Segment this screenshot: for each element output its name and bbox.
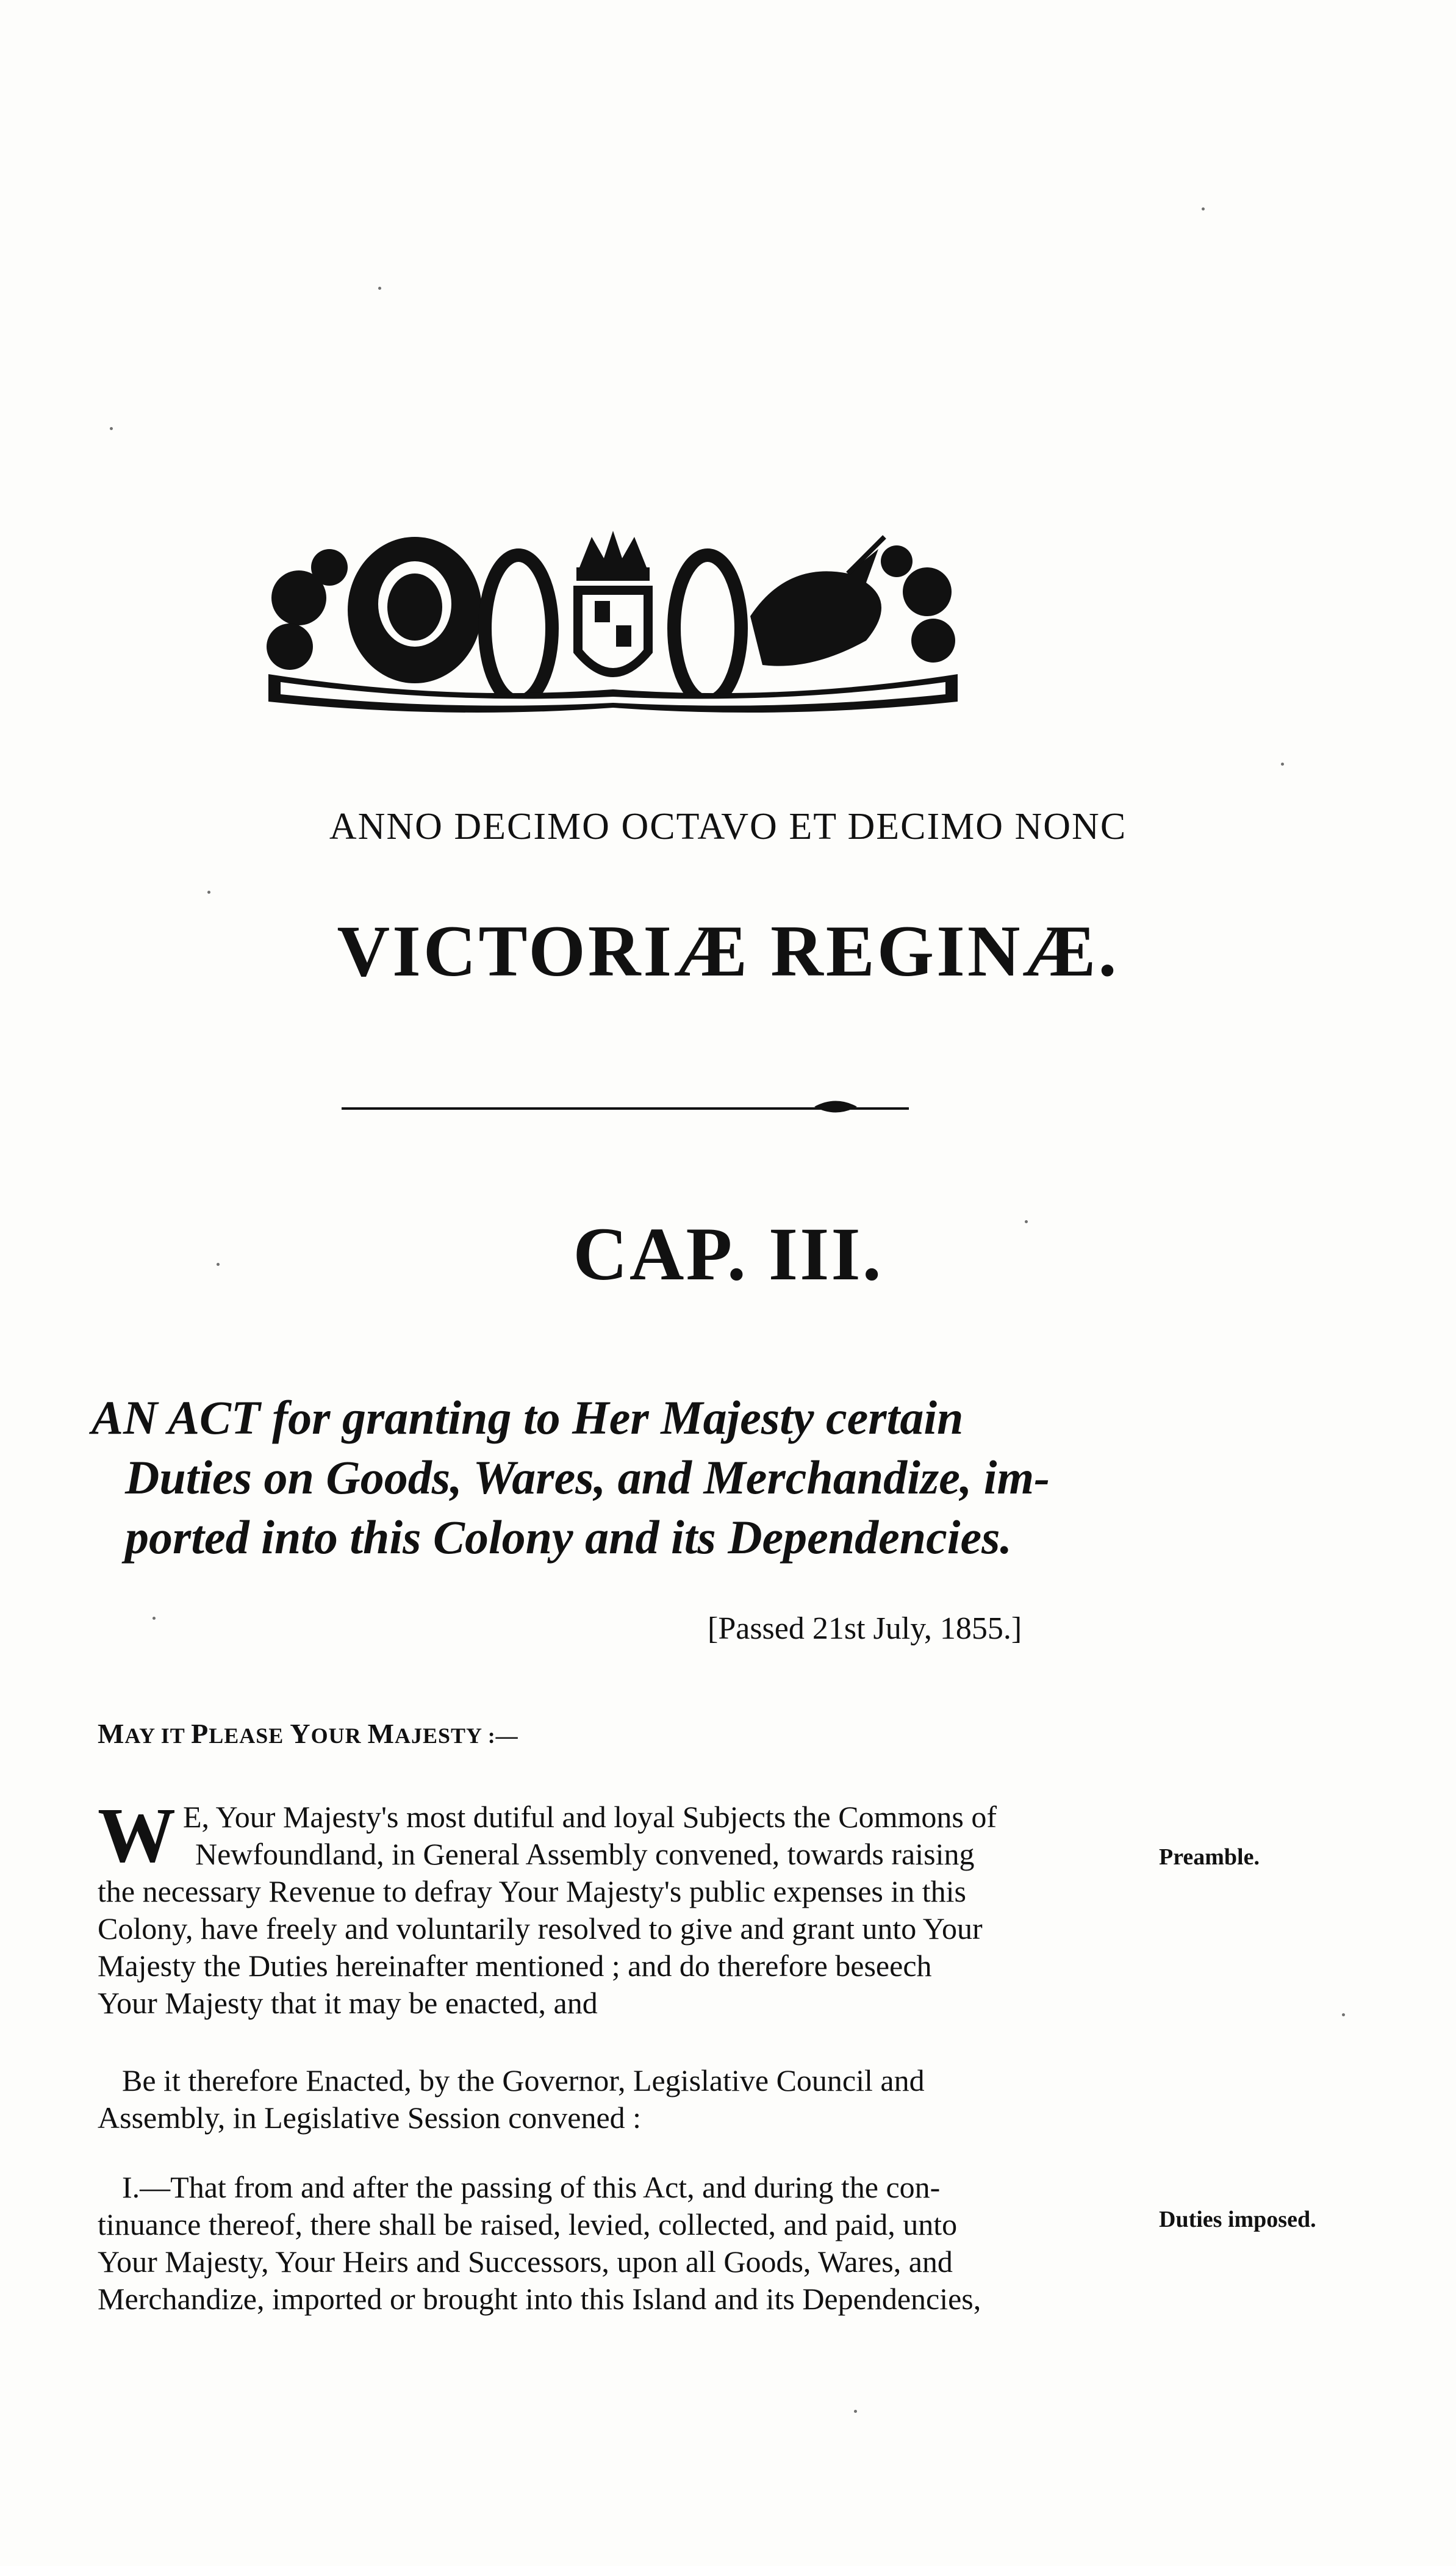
scan-speck bbox=[217, 1263, 220, 1266]
paragraph-line: Your Majesty, Your Heirs and Successors, upon all Goods, Wares, and bbox=[98, 2244, 953, 2279]
act-title bbox=[91, 1388, 1189, 1567]
paragraph-line: Majesty the Duties hereinafter mentioned ; and do therefore beseech bbox=[98, 1949, 932, 1983]
address-sc: AY IT bbox=[124, 1723, 192, 1748]
paragraph-line: I.—That from and after the passing of this Act, and during the con- bbox=[122, 2170, 941, 2204]
enacting-clause bbox=[98, 2062, 1159, 2137]
address-sc: LEASE bbox=[209, 1723, 290, 1748]
scan-speck bbox=[207, 891, 210, 894]
scan-speck bbox=[1342, 2013, 1345, 2016]
address-cap: M bbox=[98, 1718, 125, 1749]
royal-coat-of-arms bbox=[262, 525, 964, 720]
paragraph-line: Assembly, in Legislative Session convened : bbox=[98, 2101, 642, 2135]
rule-ornament bbox=[814, 1099, 857, 1115]
act-title-line: Duties on Goods, Wares, and Merchandize, im- bbox=[125, 1451, 1050, 1504]
preamble-paragraph bbox=[98, 1792, 1159, 2022]
paragraph-line: the necessary Revenue to defray Your Majesty's public expenses in this bbox=[98, 1874, 966, 1908]
scan-speck bbox=[854, 2410, 857, 2413]
scan-speck bbox=[110, 427, 113, 430]
passed-date: [Passed 21st July, 1855.] bbox=[708, 1611, 1022, 1646]
margin-note-duties: Duties imposed. bbox=[1159, 2207, 1316, 2232]
paragraph-line: Colony, have freely and voluntarily resolved to give and grant unto Your bbox=[98, 1911, 983, 1946]
act-title-line: ported into this Colony and its Dependencies. bbox=[125, 1511, 1012, 1564]
paragraph-line: Be it therefore Enacted, by the Governor, Legislative Council and bbox=[122, 2063, 925, 2097]
anno-line: ANNO DECIMO OCTAVO ET DECIMO NONC bbox=[329, 806, 1127, 847]
paragraph-line: Merchandize, imported or brought into this Island and its Dependencies, bbox=[98, 2282, 981, 2316]
scan-speck bbox=[378, 287, 381, 290]
paragraph-line: E, Your Majesty's most dutiful and loyal Subjects the Commons of bbox=[183, 1800, 997, 1834]
scan-speck bbox=[1202, 207, 1205, 210]
act-title-line: AN ACT for granting to Her Majesty certain bbox=[91, 1391, 964, 1444]
drop-cap: W bbox=[98, 1792, 176, 1878]
address-cap: Y bbox=[290, 1718, 311, 1749]
address-cap: P bbox=[191, 1718, 209, 1749]
chapter-heading: CAP. III. bbox=[573, 1212, 883, 1296]
paragraph-line: Newfoundland, in General Assembly convened, towards raising bbox=[195, 1837, 975, 1871]
paragraph-line: tinuance thereof, there shall be raised, levied, collected, and paid, unto bbox=[98, 2207, 958, 2241]
margin-note-preamble: Preamble. bbox=[1159, 1844, 1260, 1870]
scan-speck bbox=[1281, 763, 1284, 766]
address-sc: AJESTY :— bbox=[394, 1723, 518, 1748]
paragraph-line: Your Majesty that it may be enacted, and bbox=[98, 1986, 598, 2020]
address-sc: OUR bbox=[310, 1723, 368, 1748]
address-line bbox=[98, 1717, 518, 1750]
address-cap: M bbox=[367, 1718, 395, 1749]
scan-speck bbox=[1025, 1220, 1028, 1223]
reign-title: VICTORIÆ REGINÆ. bbox=[337, 910, 1119, 991]
section-one bbox=[98, 2169, 1159, 2318]
scan-speck bbox=[152, 1617, 156, 1620]
